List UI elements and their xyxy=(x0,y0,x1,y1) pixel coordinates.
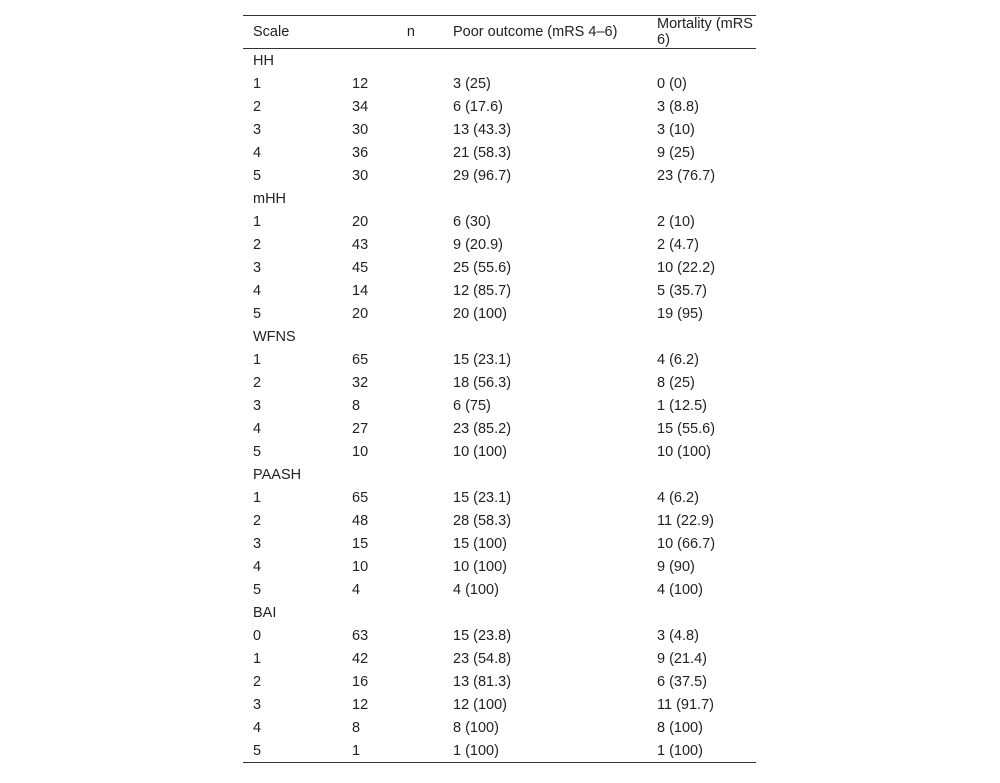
cell-n: 32 xyxy=(352,374,369,391)
cell-scale: 2 xyxy=(253,236,262,253)
cell-mortality: 3 (10) xyxy=(657,121,695,138)
cell-mortality: 1 (12.5) xyxy=(657,397,707,414)
table-row xyxy=(243,555,756,578)
cell-mortality: 6 (37.5) xyxy=(657,673,707,690)
group-label: WFNS xyxy=(253,328,296,345)
cell-scale: 4 xyxy=(253,719,262,736)
table-row xyxy=(243,118,756,141)
table-row xyxy=(243,348,756,371)
table-row xyxy=(243,670,756,693)
table-row xyxy=(243,210,756,233)
cell-mortality: 19 (95) xyxy=(657,305,703,322)
cell-poor-outcome: 15 (23.8) xyxy=(453,627,512,644)
header-mortality: Mortality (mRS 6) xyxy=(657,16,753,48)
cell-poor-outcome: 15 (23.1) xyxy=(453,489,512,506)
table-row xyxy=(243,279,756,302)
group-row xyxy=(243,187,756,210)
header-scale: Scale xyxy=(253,24,290,40)
cell-scale: 1 xyxy=(253,213,262,230)
cell-n: 4 xyxy=(352,581,361,598)
cell-n: 63 xyxy=(352,627,369,644)
table-body xyxy=(243,49,756,763)
cell-n: 10 xyxy=(352,443,369,460)
cell-scale: 4 xyxy=(253,420,262,437)
header-n: n xyxy=(406,24,415,40)
cell-poor-outcome: 15 (23.1) xyxy=(453,351,512,368)
group-row xyxy=(243,601,756,624)
cell-poor-outcome: 13 (43.3) xyxy=(453,121,512,138)
cell-n: 20 xyxy=(352,305,369,322)
cell-n: 36 xyxy=(352,144,369,161)
cell-n: 8 xyxy=(352,397,361,414)
table-row xyxy=(243,647,756,670)
cell-mortality: 10 (66.7) xyxy=(657,535,716,552)
cell-n: 30 xyxy=(352,167,369,184)
cell-poor-outcome: 12 (100) xyxy=(453,696,508,713)
table-row xyxy=(243,486,756,509)
cell-scale: 3 xyxy=(253,535,262,552)
cell-scale: 0 xyxy=(253,627,262,644)
cell-n: 10 xyxy=(352,558,369,575)
outcome-table xyxy=(243,15,756,763)
cell-scale: 4 xyxy=(253,144,262,161)
cell-mortality: 2 (10) xyxy=(657,213,695,230)
group-label: mHH xyxy=(253,190,287,207)
cell-mortality: 10 (22.2) xyxy=(657,259,716,276)
cell-poor-outcome: 12 (85.7) xyxy=(453,282,512,299)
table-header-row xyxy=(243,16,756,49)
cell-scale: 1 xyxy=(253,650,262,667)
cell-mortality: 3 (8.8) xyxy=(657,98,699,115)
cell-scale: 5 xyxy=(253,305,262,322)
cell-n: 14 xyxy=(352,282,369,299)
cell-mortality: 0 (0) xyxy=(657,75,687,92)
cell-n: 45 xyxy=(352,259,369,276)
group-label: PAASH xyxy=(253,466,302,483)
cell-poor-outcome: 18 (56.3) xyxy=(453,374,512,391)
cell-poor-outcome: 20 (100) xyxy=(453,305,508,322)
cell-scale: 2 xyxy=(253,512,262,529)
cell-poor-outcome: 15 (100) xyxy=(453,535,508,552)
cell-mortality: 1 (100) xyxy=(657,742,703,759)
cell-n: 30 xyxy=(352,121,369,138)
table-row xyxy=(243,164,756,187)
cell-poor-outcome: 13 (81.3) xyxy=(453,673,512,690)
cell-poor-outcome: 6 (75) xyxy=(453,397,491,414)
cell-poor-outcome: 21 (58.3) xyxy=(453,144,512,161)
table-row xyxy=(243,72,756,95)
table-row xyxy=(243,417,756,440)
group-row xyxy=(243,325,756,348)
table-row xyxy=(243,739,756,763)
cell-mortality: 9 (21.4) xyxy=(657,650,707,667)
cell-n: 43 xyxy=(352,236,369,253)
cell-n: 65 xyxy=(352,351,369,368)
group-label: HH xyxy=(253,52,274,69)
cell-mortality: 9 (90) xyxy=(657,558,695,575)
cell-poor-outcome: 10 (100) xyxy=(453,558,508,575)
cell-mortality: 8 (25) xyxy=(657,374,695,391)
cell-scale: 2 xyxy=(253,374,262,391)
cell-n: 27 xyxy=(352,420,369,437)
table-row xyxy=(243,693,756,716)
cell-n: 20 xyxy=(352,213,369,230)
cell-poor-outcome: 25 (55.6) xyxy=(453,259,512,276)
cell-poor-outcome: 10 (100) xyxy=(453,443,508,460)
cell-n: 1 xyxy=(352,742,361,759)
cell-mortality: 15 (55.6) xyxy=(657,420,716,437)
cell-mortality: 8 (100) xyxy=(657,719,703,736)
table-row xyxy=(243,302,756,325)
cell-mortality: 2 (4.7) xyxy=(657,236,699,253)
cell-scale: 5 xyxy=(253,167,262,184)
table-row xyxy=(243,578,756,601)
cell-poor-outcome: 23 (54.8) xyxy=(453,650,512,667)
cell-scale: 3 xyxy=(253,259,262,276)
cell-mortality: 10 (100) xyxy=(657,443,712,460)
cell-scale: 3 xyxy=(253,121,262,138)
table-row xyxy=(243,394,756,417)
cell-mortality: 5 (35.7) xyxy=(657,282,707,299)
cell-scale: 1 xyxy=(253,489,262,506)
table-row xyxy=(243,371,756,394)
table-row xyxy=(243,716,756,739)
cell-scale: 5 xyxy=(253,581,262,598)
cell-scale: 5 xyxy=(253,443,262,460)
table-row xyxy=(243,256,756,279)
cell-mortality: 11 (91.7) xyxy=(657,696,714,713)
cell-poor-outcome: 28 (58.3) xyxy=(453,512,512,529)
table-row xyxy=(243,509,756,532)
table-row xyxy=(243,532,756,555)
table-row xyxy=(243,141,756,164)
cell-n: 65 xyxy=(352,489,369,506)
cell-mortality: 4 (6.2) xyxy=(657,351,699,368)
cell-scale: 2 xyxy=(253,673,262,690)
cell-scale: 4 xyxy=(253,282,262,299)
cell-n: 48 xyxy=(352,512,369,529)
cell-poor-outcome: 29 (96.7) xyxy=(453,167,512,184)
group-row xyxy=(243,463,756,486)
cell-n: 16 xyxy=(352,673,369,690)
table-row xyxy=(243,440,756,463)
cell-mortality: 23 (76.7) xyxy=(657,167,716,184)
cell-mortality: 11 (22.9) xyxy=(657,512,714,529)
cell-n: 34 xyxy=(352,98,369,115)
cell-scale: 2 xyxy=(253,98,262,115)
cell-scale: 4 xyxy=(253,558,262,575)
cell-n: 42 xyxy=(352,650,369,667)
cell-mortality: 4 (6.2) xyxy=(657,489,699,506)
table-row xyxy=(243,624,756,647)
cell-poor-outcome: 6 (17.6) xyxy=(453,98,503,115)
cell-n: 12 xyxy=(352,696,369,713)
cell-poor-outcome: 4 (100) xyxy=(453,581,499,598)
cell-scale: 1 xyxy=(253,351,262,368)
group-label: BAI xyxy=(253,604,277,621)
cell-n: 15 xyxy=(352,535,369,552)
cell-n: 8 xyxy=(352,719,361,736)
cell-poor-outcome: 1 (100) xyxy=(453,742,499,759)
cell-mortality: 4 (100) xyxy=(657,581,703,598)
cell-poor-outcome: 23 (85.2) xyxy=(453,420,512,437)
cell-n: 12 xyxy=(352,75,369,92)
cell-mortality: 3 (4.8) xyxy=(657,627,699,644)
table-row xyxy=(243,95,756,118)
cell-poor-outcome: 8 (100) xyxy=(453,719,499,736)
cell-scale: 3 xyxy=(253,397,262,414)
cell-scale: 3 xyxy=(253,696,262,713)
outcome-table-container xyxy=(243,15,756,763)
cell-poor-outcome: 6 (30) xyxy=(453,213,491,230)
header-poor-outcome: Poor outcome (mRS 4–6) xyxy=(453,24,618,40)
cell-scale: 5 xyxy=(253,742,262,759)
cell-poor-outcome: 3 (25) xyxy=(453,75,491,92)
group-row xyxy=(243,49,756,73)
cell-scale: 1 xyxy=(253,75,262,92)
cell-mortality: 9 (25) xyxy=(657,144,695,161)
cell-poor-outcome: 9 (20.9) xyxy=(453,236,503,253)
table-row xyxy=(243,233,756,256)
